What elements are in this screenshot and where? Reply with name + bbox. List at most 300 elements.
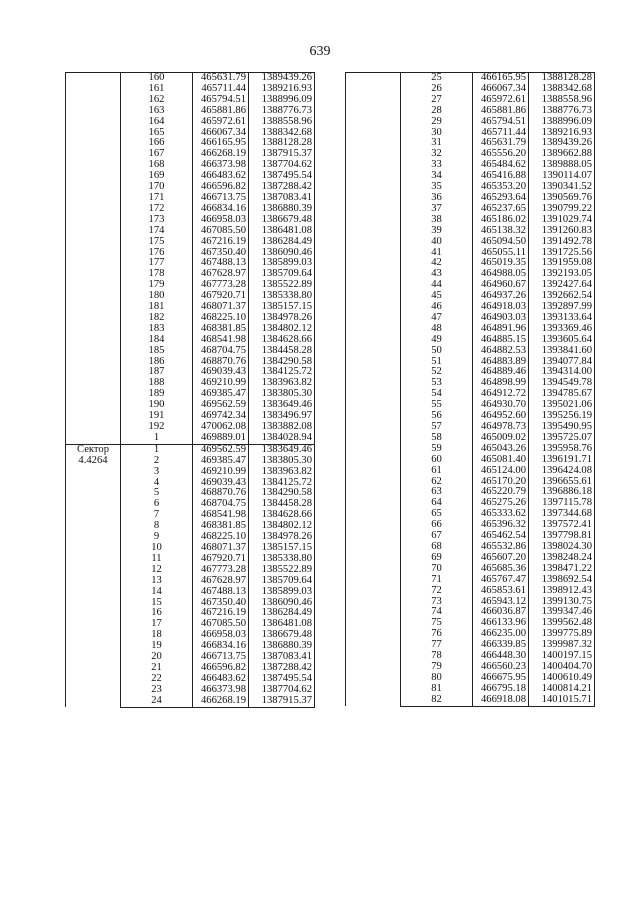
point-number: 173 — [121, 215, 193, 226]
y-coordinate: 1398024.30 — [529, 542, 595, 553]
x-coordinate: 466235.00 — [473, 629, 529, 640]
y-coordinate: 1384802.12 — [249, 324, 315, 335]
point-number: 42 — [401, 258, 473, 269]
y-coordinate: 1384628.66 — [249, 510, 315, 521]
x-coordinate: 466675.95 — [473, 673, 529, 684]
x-coordinate: 469039.43 — [193, 367, 249, 378]
x-coordinate: 468704.75 — [193, 346, 249, 357]
point-number: 5 — [121, 488, 193, 499]
y-coordinate: 1388342.68 — [249, 128, 315, 139]
y-coordinate: 1399775.89 — [529, 629, 595, 640]
x-coordinate: 469385.47 — [193, 389, 249, 400]
y-coordinate: 1398692.54 — [529, 575, 595, 586]
point-number: 70 — [401, 564, 473, 575]
point-number: 192 — [121, 422, 193, 433]
point-number: 47 — [401, 313, 473, 324]
point-number: 29 — [401, 117, 473, 128]
x-coordinate: 465094.50 — [473, 237, 529, 248]
point-number: 160 — [121, 73, 193, 84]
y-coordinate: 1390799.22 — [529, 204, 595, 215]
x-coordinate: 467085.50 — [193, 619, 249, 630]
y-coordinate: 1391260.83 — [529, 226, 595, 237]
point-number: 171 — [121, 193, 193, 204]
x-coordinate: 468541.98 — [193, 510, 249, 521]
point-number: 161 — [121, 84, 193, 95]
y-coordinate: 1396886.18 — [529, 487, 595, 498]
y-coordinate: 1391725.56 — [529, 248, 595, 259]
y-coordinate: 1389216.93 — [529, 128, 595, 139]
x-coordinate: 464889.46 — [473, 367, 529, 378]
y-coordinate: 1389439.26 — [529, 138, 595, 149]
point-number: 55 — [401, 400, 473, 411]
x-coordinate: 468225.10 — [193, 532, 249, 543]
y-coordinate: 1393605.64 — [529, 335, 595, 346]
y-coordinate: 1399987.32 — [529, 640, 595, 651]
y-coordinate: 1396191.71 — [529, 455, 595, 466]
y-coordinate: 1384458.28 — [249, 499, 315, 510]
x-coordinate: 468870.76 — [193, 357, 249, 368]
x-coordinate: 466448.30 — [473, 651, 529, 662]
point-number: 35 — [401, 182, 473, 193]
point-number: 69 — [401, 553, 473, 564]
x-coordinate: 466067.34 — [473, 84, 529, 95]
point-number: 4 — [121, 478, 193, 489]
x-coordinate: 468071.37 — [193, 302, 249, 313]
point-number: 21 — [121, 663, 193, 674]
y-coordinate: 1386679.48 — [249, 215, 315, 226]
x-coordinate: 465055.11 — [473, 248, 529, 259]
x-coordinate: 467216.19 — [193, 237, 249, 248]
y-coordinate: 1390114.07 — [529, 171, 595, 182]
y-coordinate: 1398248.24 — [529, 553, 595, 564]
point-number: 37 — [401, 204, 473, 215]
y-coordinate: 1385522.89 — [249, 565, 315, 576]
y-coordinate: 1383963.82 — [249, 378, 315, 389]
x-coordinate: 469039.43 — [193, 478, 249, 489]
y-coordinate: 1393133.64 — [529, 313, 595, 324]
y-coordinate: 1390341.52 — [529, 182, 595, 193]
y-coordinate: 1397572.41 — [529, 520, 595, 531]
x-coordinate: 466165.95 — [193, 138, 249, 149]
y-coordinate: 1388558.96 — [249, 117, 315, 128]
y-coordinate: 1398471.22 — [529, 564, 595, 575]
x-coordinate: 465685.36 — [473, 564, 529, 575]
point-number: 13 — [121, 576, 193, 587]
y-coordinate: 1383496.97 — [249, 411, 315, 422]
y-coordinate: 1400610.49 — [529, 673, 595, 684]
y-coordinate: 1397115.78 — [529, 498, 595, 509]
x-coordinate: 465881.86 — [193, 106, 249, 117]
x-coordinate: 465607.20 — [473, 553, 529, 564]
x-coordinate: 466373.98 — [193, 685, 249, 696]
point-number: 59 — [401, 444, 473, 455]
y-coordinate: 1385709.64 — [249, 269, 315, 280]
y-coordinate: 1384628.66 — [249, 335, 315, 346]
point-number: 73 — [401, 597, 473, 608]
point-number: 166 — [121, 138, 193, 149]
point-number: 22 — [121, 674, 193, 685]
point-number: 56 — [401, 411, 473, 422]
point-number: 185 — [121, 346, 193, 357]
x-coordinate: 467488.13 — [193, 587, 249, 598]
blank-sector-cell — [346, 73, 401, 707]
x-coordinate: 469562.59 — [193, 444, 249, 455]
point-number: 14 — [121, 587, 193, 598]
x-coordinate: 467216.19 — [193, 608, 249, 619]
point-number: 34 — [401, 171, 473, 182]
point-number: 15 — [121, 598, 193, 609]
x-coordinate: 465186.02 — [473, 215, 529, 226]
point-number: 45 — [401, 291, 473, 302]
point-number: 12 — [121, 565, 193, 576]
point-number: 75 — [401, 618, 473, 629]
x-coordinate: 465237.65 — [473, 204, 529, 215]
x-coordinate: 466373.98 — [193, 160, 249, 171]
table-row — [66, 73, 315, 84]
x-coordinate: 464885.15 — [473, 335, 529, 346]
y-coordinate: 1387495.54 — [249, 674, 315, 685]
x-coordinate: 466339.85 — [473, 640, 529, 651]
y-coordinate: 1384458.28 — [249, 346, 315, 357]
point-number: 8 — [121, 521, 193, 532]
point-number: 53 — [401, 378, 473, 389]
y-coordinate: 1397344.68 — [529, 509, 595, 520]
point-number: 31 — [401, 138, 473, 149]
point-number: 44 — [401, 280, 473, 291]
point-number: 71 — [401, 575, 473, 586]
x-coordinate: 467628.97 — [193, 269, 249, 280]
x-coordinate: 465333.62 — [473, 509, 529, 520]
y-coordinate: 1388776.73 — [529, 106, 595, 117]
y-coordinate: 1383882.08 — [249, 422, 315, 433]
x-coordinate: 468704.75 — [193, 499, 249, 510]
point-number: 17 — [121, 619, 193, 630]
y-coordinate: 1385157.15 — [249, 302, 315, 313]
point-number: 27 — [401, 95, 473, 106]
y-coordinate: 1386679.48 — [249, 630, 315, 641]
y-coordinate: 1392193.05 — [529, 269, 595, 280]
x-coordinate: 465396.32 — [473, 520, 529, 531]
x-coordinate: 465631.79 — [193, 73, 249, 84]
x-coordinate: 467350.40 — [193, 248, 249, 259]
point-number: 2 — [121, 456, 193, 467]
point-number: 18 — [121, 630, 193, 641]
y-coordinate: 1384978.26 — [249, 532, 315, 543]
y-coordinate: 1393369.46 — [529, 324, 595, 335]
x-coordinate: 465220.79 — [473, 487, 529, 498]
x-coordinate: 470062.08 — [193, 422, 249, 433]
y-coordinate: 1388776.73 — [249, 106, 315, 117]
point-number: 49 — [401, 335, 473, 346]
x-coordinate: 468225.10 — [193, 313, 249, 324]
x-coordinate: 464952.60 — [473, 411, 529, 422]
point-number: 57 — [401, 422, 473, 433]
x-coordinate: 467773.28 — [193, 565, 249, 576]
point-number: 16 — [121, 608, 193, 619]
point-number: 41 — [401, 248, 473, 259]
coordinates-table-left — [65, 72, 315, 708]
sector-label-code: 4.4264 — [78, 454, 108, 466]
x-coordinate: 466268.19 — [193, 149, 249, 160]
y-coordinate: 1385899.03 — [249, 587, 315, 598]
point-number: 48 — [401, 324, 473, 335]
x-coordinate: 466958.03 — [193, 215, 249, 226]
point-number: 77 — [401, 640, 473, 651]
point-number: 52 — [401, 367, 473, 378]
point-number: 177 — [121, 258, 193, 269]
point-number: 190 — [121, 400, 193, 411]
y-coordinate: 1385522.89 — [249, 280, 315, 291]
point-number: 170 — [121, 182, 193, 193]
y-coordinate: 1387495.54 — [249, 171, 315, 182]
x-coordinate: 467488.13 — [193, 258, 249, 269]
point-number: 72 — [401, 586, 473, 597]
point-number: 11 — [121, 554, 193, 565]
y-coordinate: 1388558.96 — [529, 95, 595, 106]
x-coordinate: 466596.82 — [193, 663, 249, 674]
point-number: 54 — [401, 389, 473, 400]
point-number: 25 — [401, 73, 473, 84]
y-coordinate: 1384125.72 — [249, 478, 315, 489]
point-number: 33 — [401, 160, 473, 171]
y-coordinate: 1386284.49 — [249, 608, 315, 619]
sector-label-word: Сектор — [77, 444, 109, 455]
x-coordinate: 465556.20 — [473, 149, 529, 160]
x-coordinate: 465853.61 — [473, 586, 529, 597]
x-coordinate: 465943.12 — [473, 597, 529, 608]
point-number: 81 — [401, 684, 473, 695]
y-coordinate: 1388996.09 — [249, 95, 315, 106]
point-number: 179 — [121, 280, 193, 291]
y-coordinate: 1401015.71 — [529, 695, 595, 706]
y-coordinate: 1395725.07 — [529, 433, 595, 444]
x-coordinate: 465293.64 — [473, 193, 529, 204]
y-coordinate: 1391029.74 — [529, 215, 595, 226]
point-number: 164 — [121, 117, 193, 128]
point-number: 184 — [121, 335, 193, 346]
x-coordinate: 464891.96 — [473, 324, 529, 335]
x-coordinate: 465043.26 — [473, 444, 529, 455]
y-coordinate: 1398912.43 — [529, 586, 595, 597]
point-number: 167 — [121, 149, 193, 160]
x-coordinate: 466713.75 — [193, 652, 249, 663]
y-coordinate: 1384290.58 — [249, 357, 315, 368]
y-coordinate: 1385899.03 — [249, 258, 315, 269]
y-coordinate: 1391959.08 — [529, 258, 595, 269]
y-coordinate: 1399562.48 — [529, 618, 595, 629]
point-number: 39 — [401, 226, 473, 237]
y-coordinate: 1384290.58 — [249, 488, 315, 499]
point-number: 9 — [121, 532, 193, 543]
point-number: 169 — [121, 171, 193, 182]
x-coordinate: 468870.76 — [193, 488, 249, 499]
x-coordinate: 467920.71 — [193, 291, 249, 302]
y-coordinate: 1395490.95 — [529, 422, 595, 433]
point-number: 36 — [401, 193, 473, 204]
x-coordinate: 468071.37 — [193, 543, 249, 554]
point-number: 180 — [121, 291, 193, 302]
x-coordinate: 466918.08 — [473, 695, 529, 706]
y-coordinate: 1387288.42 — [249, 663, 315, 674]
point-number: 181 — [121, 302, 193, 313]
x-coordinate: 465794.51 — [473, 117, 529, 128]
y-coordinate: 1395958.76 — [529, 444, 595, 455]
x-coordinate: 465170.20 — [473, 477, 529, 488]
y-coordinate: 1386481.08 — [249, 226, 315, 237]
y-coordinate: 1383649.46 — [249, 400, 315, 411]
point-number: 188 — [121, 378, 193, 389]
x-coordinate: 466713.75 — [193, 193, 249, 204]
y-coordinate: 1383805.30 — [249, 389, 315, 400]
x-coordinate: 467350.40 — [193, 598, 249, 609]
y-coordinate: 1395256.19 — [529, 411, 595, 422]
point-number: 1 — [121, 444, 193, 455]
x-coordinate: 465019.35 — [473, 258, 529, 269]
point-number: 191 — [121, 411, 193, 422]
point-number: 43 — [401, 269, 473, 280]
y-coordinate: 1389439.26 — [249, 73, 315, 84]
y-coordinate: 1385338.80 — [249, 291, 315, 302]
x-coordinate: 464903.03 — [473, 313, 529, 324]
y-coordinate: 1386880.39 — [249, 641, 315, 652]
point-number: 168 — [121, 160, 193, 171]
x-coordinate: 465009.02 — [473, 433, 529, 444]
y-coordinate: 1389216.93 — [249, 84, 315, 95]
y-coordinate: 1392427.64 — [529, 280, 595, 291]
x-coordinate: 466834.16 — [193, 204, 249, 215]
y-coordinate: 1389662.88 — [529, 149, 595, 160]
y-coordinate: 1386090.46 — [249, 598, 315, 609]
x-coordinate: 465416.88 — [473, 171, 529, 182]
x-coordinate: 466483.62 — [193, 171, 249, 182]
point-number: 60 — [401, 455, 473, 466]
y-coordinate: 1388128.28 — [529, 73, 595, 84]
point-number: 175 — [121, 237, 193, 248]
point-number: 67 — [401, 531, 473, 542]
point-number: 20 — [121, 652, 193, 663]
blank-sector-cell — [66, 73, 121, 445]
x-coordinate: 464898.99 — [473, 378, 529, 389]
x-coordinate: 466165.95 — [473, 73, 529, 84]
point-number: 7 — [121, 510, 193, 521]
y-coordinate: 1387704.62 — [249, 160, 315, 171]
y-coordinate: 1387083.41 — [249, 652, 315, 663]
x-coordinate: 465794.51 — [193, 95, 249, 106]
x-coordinate: 469889.01 — [193, 433, 249, 444]
y-coordinate: 1400197.15 — [529, 651, 595, 662]
x-coordinate: 469562.59 — [193, 400, 249, 411]
x-coordinate: 464988.05 — [473, 269, 529, 280]
x-coordinate: 465631.79 — [473, 138, 529, 149]
sector-label — [66, 444, 121, 707]
y-coordinate: 1392897.99 — [529, 302, 595, 313]
x-coordinate: 464918.03 — [473, 302, 529, 313]
x-coordinate: 466268.19 — [193, 696, 249, 707]
y-coordinate: 1390569.76 — [529, 193, 595, 204]
x-coordinate: 469210.99 — [193, 467, 249, 478]
y-coordinate: 1399347.46 — [529, 607, 595, 618]
table-row — [346, 73, 595, 84]
x-coordinate: 469742.34 — [193, 411, 249, 422]
point-number: 38 — [401, 215, 473, 226]
y-coordinate: 1400404.70 — [529, 662, 595, 673]
x-coordinate: 464978.73 — [473, 422, 529, 433]
point-number: 165 — [121, 128, 193, 139]
y-coordinate: 1387704.62 — [249, 685, 315, 696]
x-coordinate: 464937.26 — [473, 291, 529, 302]
x-coordinate: 467920.71 — [193, 554, 249, 565]
y-coordinate: 1384802.12 — [249, 521, 315, 532]
point-number: 80 — [401, 673, 473, 684]
y-coordinate: 1386090.46 — [249, 248, 315, 259]
point-number: 24 — [121, 696, 193, 707]
point-number: 64 — [401, 498, 473, 509]
x-coordinate: 466483.62 — [193, 674, 249, 685]
point-number: 3 — [121, 467, 193, 478]
y-coordinate: 1384028.94 — [249, 433, 315, 444]
y-coordinate: 1387915.37 — [249, 696, 315, 707]
x-coordinate: 466133.96 — [473, 618, 529, 629]
x-coordinate: 465972.61 — [473, 95, 529, 106]
y-coordinate: 1393841.60 — [529, 346, 595, 357]
point-number: 163 — [121, 106, 193, 117]
coordinates-table-right — [345, 72, 595, 707]
x-coordinate: 466067.34 — [193, 128, 249, 139]
point-number: 74 — [401, 607, 473, 618]
y-coordinate: 1388128.28 — [249, 138, 315, 149]
point-number: 46 — [401, 302, 473, 313]
y-coordinate: 1391492.78 — [529, 237, 595, 248]
x-coordinate: 465124.00 — [473, 466, 529, 477]
point-number: 50 — [401, 346, 473, 357]
y-coordinate: 1383963.82 — [249, 467, 315, 478]
point-number: 183 — [121, 324, 193, 335]
x-coordinate: 465484.62 — [473, 160, 529, 171]
x-coordinate: 465081.40 — [473, 455, 529, 466]
x-coordinate: 465972.61 — [193, 117, 249, 128]
point-number: 40 — [401, 237, 473, 248]
x-coordinate: 465532.86 — [473, 542, 529, 553]
point-number: 78 — [401, 651, 473, 662]
point-number: 76 — [401, 629, 473, 640]
point-number: 10 — [121, 543, 193, 554]
x-coordinate: 465767.47 — [473, 575, 529, 586]
x-coordinate: 464930.70 — [473, 400, 529, 411]
y-coordinate: 1397798.81 — [529, 531, 595, 542]
point-number: 189 — [121, 389, 193, 400]
x-coordinate: 465711.44 — [473, 128, 529, 139]
y-coordinate: 1395021.06 — [529, 400, 595, 411]
y-coordinate: 1388996.09 — [529, 117, 595, 128]
point-number: 187 — [121, 367, 193, 378]
x-coordinate: 467773.28 — [193, 280, 249, 291]
y-coordinate: 1396424.08 — [529, 466, 595, 477]
x-coordinate: 465711.44 — [193, 84, 249, 95]
point-number: 65 — [401, 509, 473, 520]
point-number: 61 — [401, 466, 473, 477]
point-number: 182 — [121, 313, 193, 324]
x-coordinate: 465275.26 — [473, 498, 529, 509]
y-coordinate: 1384978.26 — [249, 313, 315, 324]
x-coordinate: 469210.99 — [193, 378, 249, 389]
y-coordinate: 1387288.42 — [249, 182, 315, 193]
y-coordinate: 1385157.15 — [249, 543, 315, 554]
point-number: 186 — [121, 357, 193, 368]
point-number: 178 — [121, 269, 193, 280]
y-coordinate: 1386880.39 — [249, 204, 315, 215]
x-coordinate: 466560.23 — [473, 662, 529, 673]
x-coordinate: 465881.86 — [473, 106, 529, 117]
